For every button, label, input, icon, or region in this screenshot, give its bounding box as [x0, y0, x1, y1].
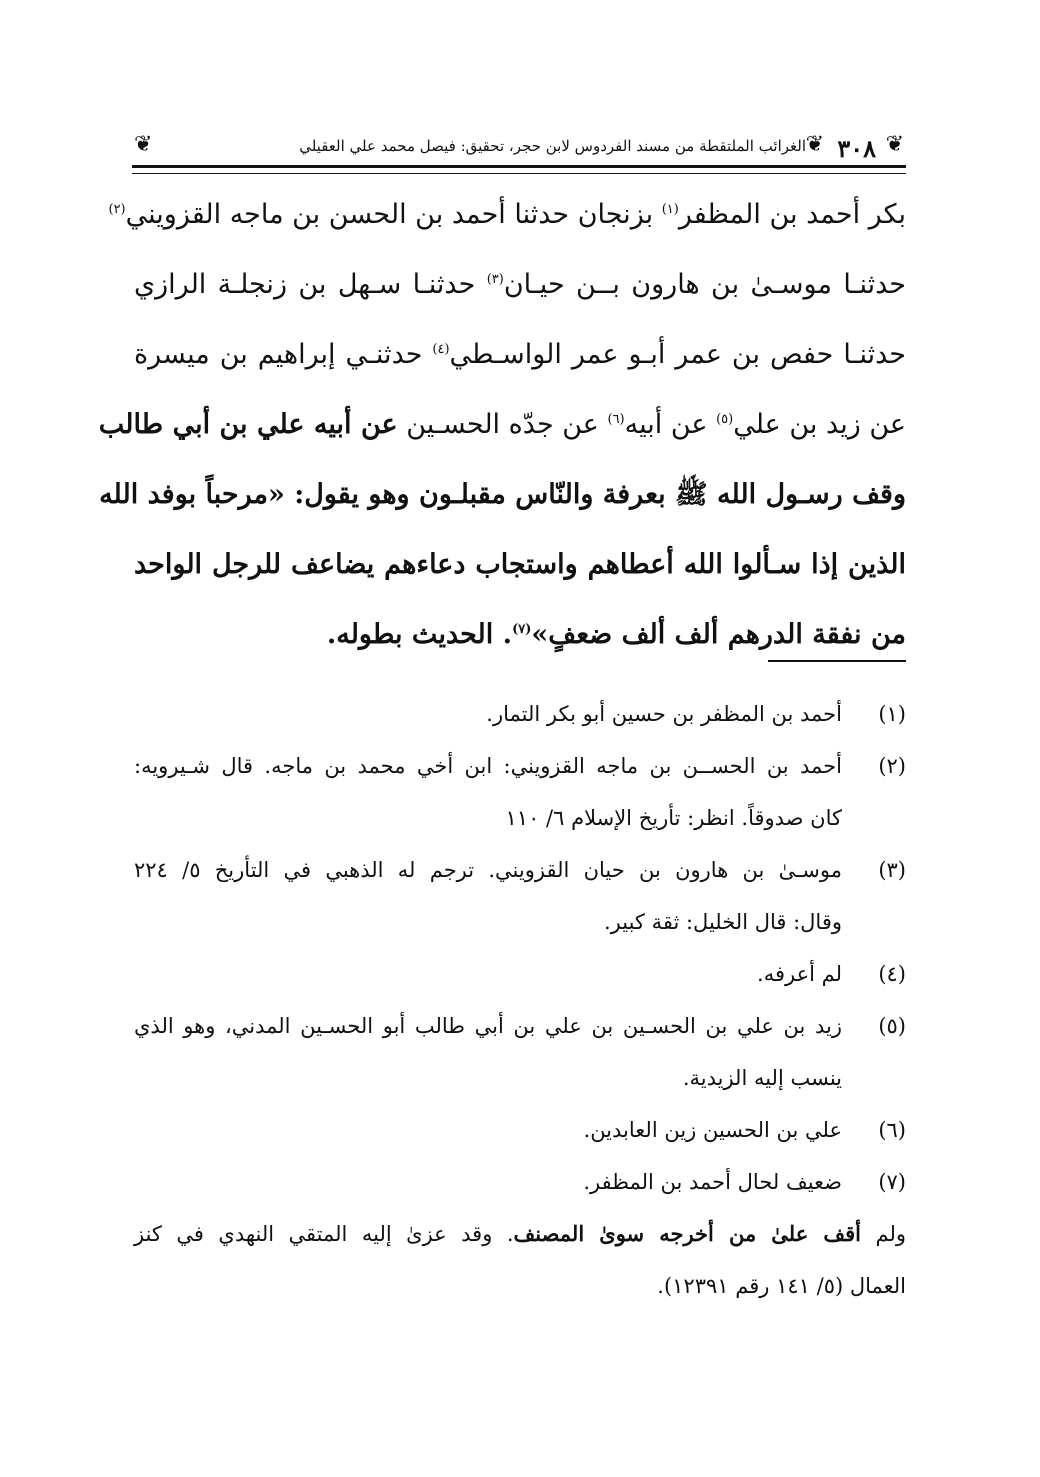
text-line-7: من نفقة الدرهم ألف ألف ضعفٍ»$^{(٧)}$. الحديث بطوله. — [326, 619, 906, 650]
footnote-number: (٣) — [878, 858, 906, 882]
footnote-4 — [134, 948, 906, 1000]
footnote-text: لم أعرفه. — [757, 962, 842, 986]
footnote-number: (١) — [878, 702, 906, 726]
footnote-ref: (٢) — [108, 202, 126, 217]
footnote-text: زيد بن علي بن الحسـين بن علي بن أبي طالب أبو الحسـين المدني، وهو الذي — [134, 1014, 842, 1038]
page-number: ٣٠٨ — [837, 134, 876, 163]
footnote-text: وقال: قال الخليل: ثقة كبير. — [603, 910, 842, 934]
footnote-text: علي بن الحسين زين العابدين. — [583, 1118, 842, 1142]
footnote-number: (٢) — [878, 754, 906, 778]
header-rule-thin — [132, 173, 906, 174]
footnote-text: موسـىٰ بن هارون بن حيان القزويني. ترجم له الذهبي في التأريخ ٥/ ٢٢٤ — [134, 858, 842, 882]
footnote-3 — [134, 844, 906, 948]
ornament-left-icon: ❦ — [134, 132, 153, 157]
footnote-ref: (٦) — [607, 412, 625, 427]
text-line-4: عن زيد بن علي$^{(٥)}$ عن أبيه$^{(٦)}$ عن جدّه الحسـين عن أبيه علي بن أبي طالب — [98, 409, 906, 440]
closing-note — [134, 1208, 906, 1312]
ornament-right-icon: ❦ — [885, 132, 904, 157]
footnote-number: (٤) — [878, 962, 906, 986]
footnote-text: ينسب إليه الزيدية. — [682, 1066, 842, 1090]
footnote-5 — [134, 1000, 906, 1104]
footnote-separator — [768, 660, 906, 662]
page-header — [132, 128, 906, 168]
running-title: الغرائب الملتقطة من مسند الفردوس لابن حجر، تحقيق: فيصل محمد علي العقيلي — [299, 137, 806, 155]
footnote-1 — [134, 688, 906, 740]
footnote-text: أحمد بن المظفر بن حسين أبو بكر التمار. — [486, 702, 842, 726]
text-line-5: وقف رسـول الله ﷺ بعرفة والنّاس مقبلـون وهو يقول: «مرحباً بوفد الله — [99, 479, 906, 510]
footnote-text: أحمد بن الحســن بن ماجه القزويني: ابن أخي محمد بن ماجه. قال شـيرويه: — [134, 754, 842, 778]
text-line-1: بكر أحمد بن المظفر$^{(١)}$ بزنجان حدثنا أحمد بن الحسن بن ماجه القزويني$^{(٢)}$ — [108, 199, 906, 230]
footnote-6 — [134, 1104, 906, 1156]
footnote-7 — [134, 1156, 906, 1208]
footnote-ref: (٥) — [716, 412, 734, 427]
header-rule — [132, 165, 906, 168]
footnote-ref: (٤) — [432, 342, 450, 357]
footnote-text: كان صدوقاً. انظر: تأريخ الإسلام ٦/ ١١٠ — [505, 806, 842, 830]
ornament-mid-icon: ❦ — [805, 132, 824, 157]
closing-note-line-1: ولم أقف علىٰ من أخرجه سوىٰ المصنف. وقد عزىٰ إليه المتقي النهدي في كنز — [134, 1221, 906, 1246]
closing-note-line-2: العمال (٥/ ١٤١ رقم ١٢٣٩١). — [657, 1274, 906, 1298]
text-line-3: حدثنـا حفص بن عمر أبـو عمر الواسـطي$^{(٤)}$ حدثنـي إبراهيم بن ميسرة — [134, 339, 906, 370]
text-line-2: حدثنـا موسـىٰ بن هارون بــن حيـان$^{(٣)}$ حدثنـا سـهل بن زنجلـة الرازي — [134, 269, 906, 300]
footnote-number: (٦) — [878, 1118, 906, 1142]
footnote-ref: (١) — [661, 202, 679, 217]
footnote-text: ضعيف لحال أحمد بن المظفر. — [583, 1170, 842, 1194]
main-text — [98, 180, 906, 670]
footnote-ref: (٣) — [486, 272, 504, 287]
footnote-2 — [134, 740, 906, 844]
footnote-ref: (٧) — [512, 622, 532, 637]
footnote-number: (٥) — [878, 1014, 906, 1038]
footnote-number: (٧) — [878, 1170, 906, 1194]
text-line-6: الذين إذا سـألوا الله أعطاهم واستجاب دعاءهم يضاعف للرجل الواحد — [134, 549, 906, 580]
footnotes — [134, 688, 906, 1312]
